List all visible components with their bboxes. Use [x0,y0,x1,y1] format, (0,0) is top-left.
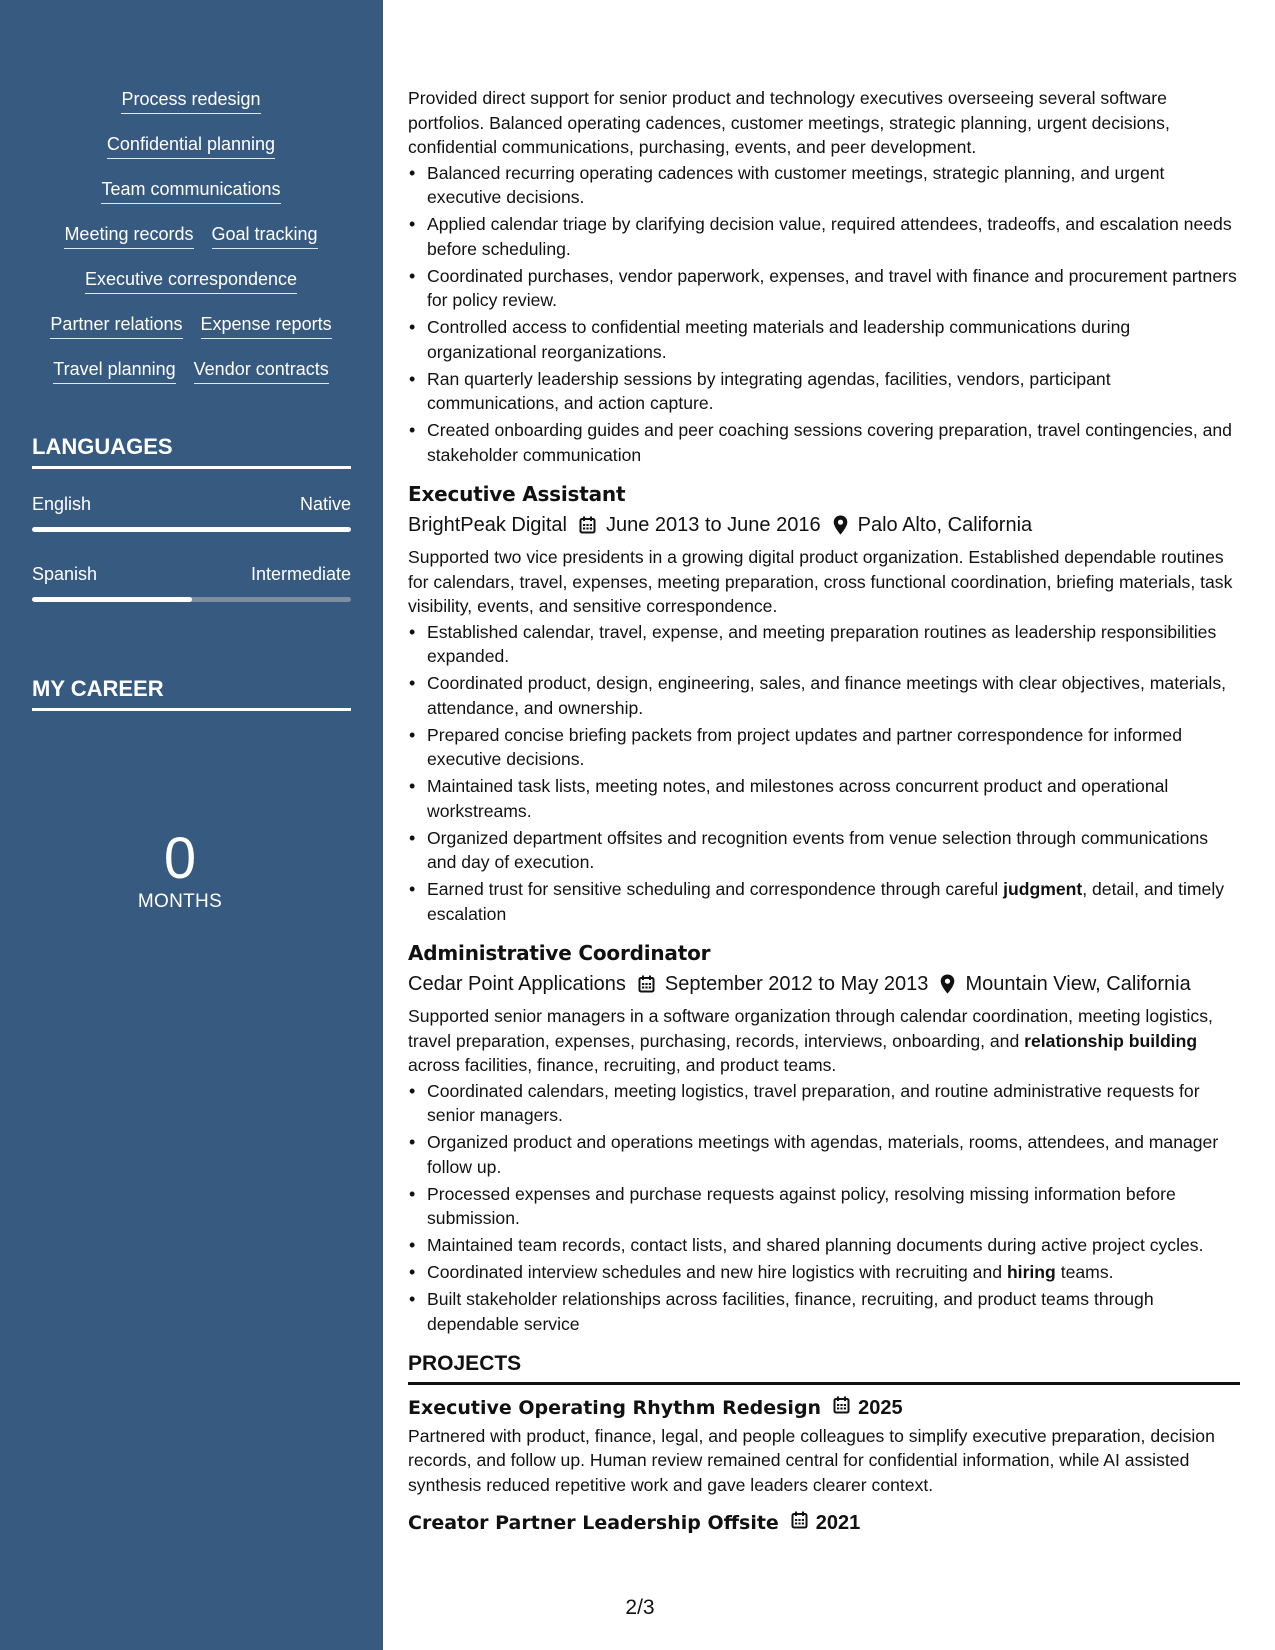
job-meta [408,970,1240,998]
language-level: Intermediate [250,564,351,584]
bullet-item: • Maintained team records, contact lists, and shared planning documents during active project cycles. [408,1233,1240,1258]
job-dates: September 2012 to May 2013 [664,973,929,995]
project-name: Creator Partner Leadership Offsite [408,1512,779,1534]
language-proficiency-fill [32,527,351,532]
bullet-item: • Coordinated product, design, engineering, sales, and finance meetings with clear objectives, materials, attendance, and ownership. [408,671,1240,720]
bullet-text: Coordinated interview schedules and new hire logistics with recruiting and [427,1262,1007,1282]
projects-heading: PROJECTS [408,1352,1240,1385]
summary-text: Supported senior managers in a software organization through calendar coordination, meeting logistics, travel preparation, expenses, purchasing, records, interviews, onboarding, and [408,1006,1213,1051]
job-title: Administrative Coordinator [408,941,711,965]
main-content [408,86,1240,1537]
bullet-item: • Coordinated calendars, meeting logistics, travel preparation, and routine administrative requests for senior managers. [408,1079,1240,1128]
skills-list [32,86,350,401]
bullet-item: • Ran quarterly leadership sessions by integrating agendas, facilities, vendors, participant communications, and action capture. [408,367,1240,416]
skill-tag: Travel planning [53,356,175,384]
career-value: 0 [163,826,197,891]
skill-tag: Goal tracking [212,221,318,249]
skill-tag: Vendor contracts [194,356,329,384]
location-pin-icon [940,974,955,994]
bullet-item: • Processed expenses and purchase requests against policy, resolving missing information before submission. [408,1182,1240,1231]
summary-text: across facilities, finance, recruiting, and product teams. [408,1055,837,1075]
job-summary [408,1004,1240,1078]
job-bullets [408,1079,1240,1337]
company-name: Cedar Point Applications [408,973,626,995]
career-unit: MONTHS [137,891,223,912]
career-heading: MY CAREER [32,676,351,711]
project-title-row [408,1394,1240,1422]
bullet-bold-text: hiring [1006,1262,1056,1282]
skill-row [32,266,350,311]
job-bullets [408,620,1240,927]
bullet-item: • Applied calendar triage by clarifying decision value, required attendees, tradeoffs, and escalation needs before scheduling. [408,212,1240,261]
job-location: Palo Alto, California [857,514,1033,536]
language-proficiency-bar [32,597,351,602]
calendar-icon [791,1509,808,1537]
bullet-item: • Established calendar, travel, expense, and meeting preparation routines as leadership responsibilities expanded. [408,620,1240,669]
bullet-bold-text: judgment [1003,879,1083,899]
language-name: Spanish [32,564,98,584]
bullet-item: • Prepared concise briefing packets from project updates and partner correspondence for informed executive decisions. [408,723,1240,772]
project-title-row [408,1509,1240,1537]
skill-tag: Team communications [101,176,280,204]
skill-row [32,176,350,221]
job-title: Executive Assistant [408,482,626,506]
skill-row [32,221,350,266]
skill-tag: Expense reports [201,311,332,339]
bullet-item: • Built stakeholder relationships across facilities, finance, recruiting, and product teams through dependable service [408,1287,1240,1336]
role-summary: Provided direct support for senior product and technology executives overseeing several software portfolios. Balanced operating cadences, customer meetings, strategic planning, urgent decisions, confidential communications, purchasing, events, and peer development. [408,88,1170,157]
role-bullets [408,161,1240,468]
project-description: Partnered with product, finance, legal, and people colleagues to simplify executive preparation, decision records, and follow up. Human review remained central for confidential information, while AI assisted synthesis reduced repetitive work and gave leaders clearer context. [408,1425,1215,1495]
bullet-item: • Organized department offsites and recognition events from venue selection through communications and day of execution. [408,826,1240,875]
bullet-item: • Controlled access to confidential meeting materials and leadership communications during organizational reorganizations. [408,315,1240,364]
skill-tag: Confidential planning [107,131,275,159]
language-proficiency-fill [32,597,192,602]
summary-bold-text: relationship building [1024,1030,1198,1051]
skill-tag: Partner relations [50,311,182,339]
skill-row [32,356,350,401]
bullet-item [408,877,1240,926]
bullet-text: teams. [1055,1262,1114,1282]
language-proficiency-bar [32,527,351,532]
bullet-text: , detail, and timely escalation [427,879,1225,924]
job-meta [408,511,1240,539]
language-level: Native [299,494,351,514]
skill-row [32,86,350,131]
job-location: Mountain View, California [965,973,1191,995]
page-number: 2/3 [625,1596,655,1619]
bullet-item: • Maintained task lists, meeting notes, and milestones across concurrent product and operational workstreams. [408,774,1240,823]
bullet-item [408,1260,1240,1285]
bullet-item: • Created onboarding guides and peer coaching sessions covering preparation, travel contingencies, and stakeholder communication [408,418,1240,467]
project-year: 2021 [815,1512,861,1534]
project-name: Executive Operating Rhythm Redesign [408,1396,822,1419]
languages-heading: LANGUAGES [32,434,351,469]
language-english [32,494,351,532]
skill-tag: Meeting records [64,221,193,249]
bullet-item: • Balanced recurring operating cadences with customer meetings, strategic planning, and urgent executive decisions. [408,161,1240,210]
job-summary: Supported two vice presidents in a growing digital product organization. Established dependable routines for calendars, travel, expenses, meeting preparation, cross functional coordination, briefing materials, task visibility, events, and sensitive correspondence. [408,547,1233,616]
bullet-item: • Organized product and operations meetings with agendas, materials, rooms, attendees, and manager follow up. [408,1130,1240,1179]
calendar-icon [579,516,596,534]
job-dates: June 2013 to June 2016 [605,514,821,536]
skill-tag: Executive correspondence [85,266,297,294]
company-name: BrightPeak Digital [408,514,567,536]
skill-row [32,131,350,176]
skill-tag: Process redesign [121,86,260,114]
bullet-item: • Coordinated purchases, vendor paperwork, expenses, and travel with finance and procurement partners for policy review. [408,264,1240,313]
language-name: English [32,494,92,514]
project-year: 2025 [858,1396,903,1419]
skill-row [32,311,350,356]
calendar-icon [638,975,655,993]
sidebar [0,0,383,1650]
language-spanish [32,564,351,602]
calendar-icon [833,1394,850,1422]
location-pin-icon [833,515,848,535]
bullet-text: Earned trust for sensitive scheduling and correspondence through careful [427,879,1004,899]
